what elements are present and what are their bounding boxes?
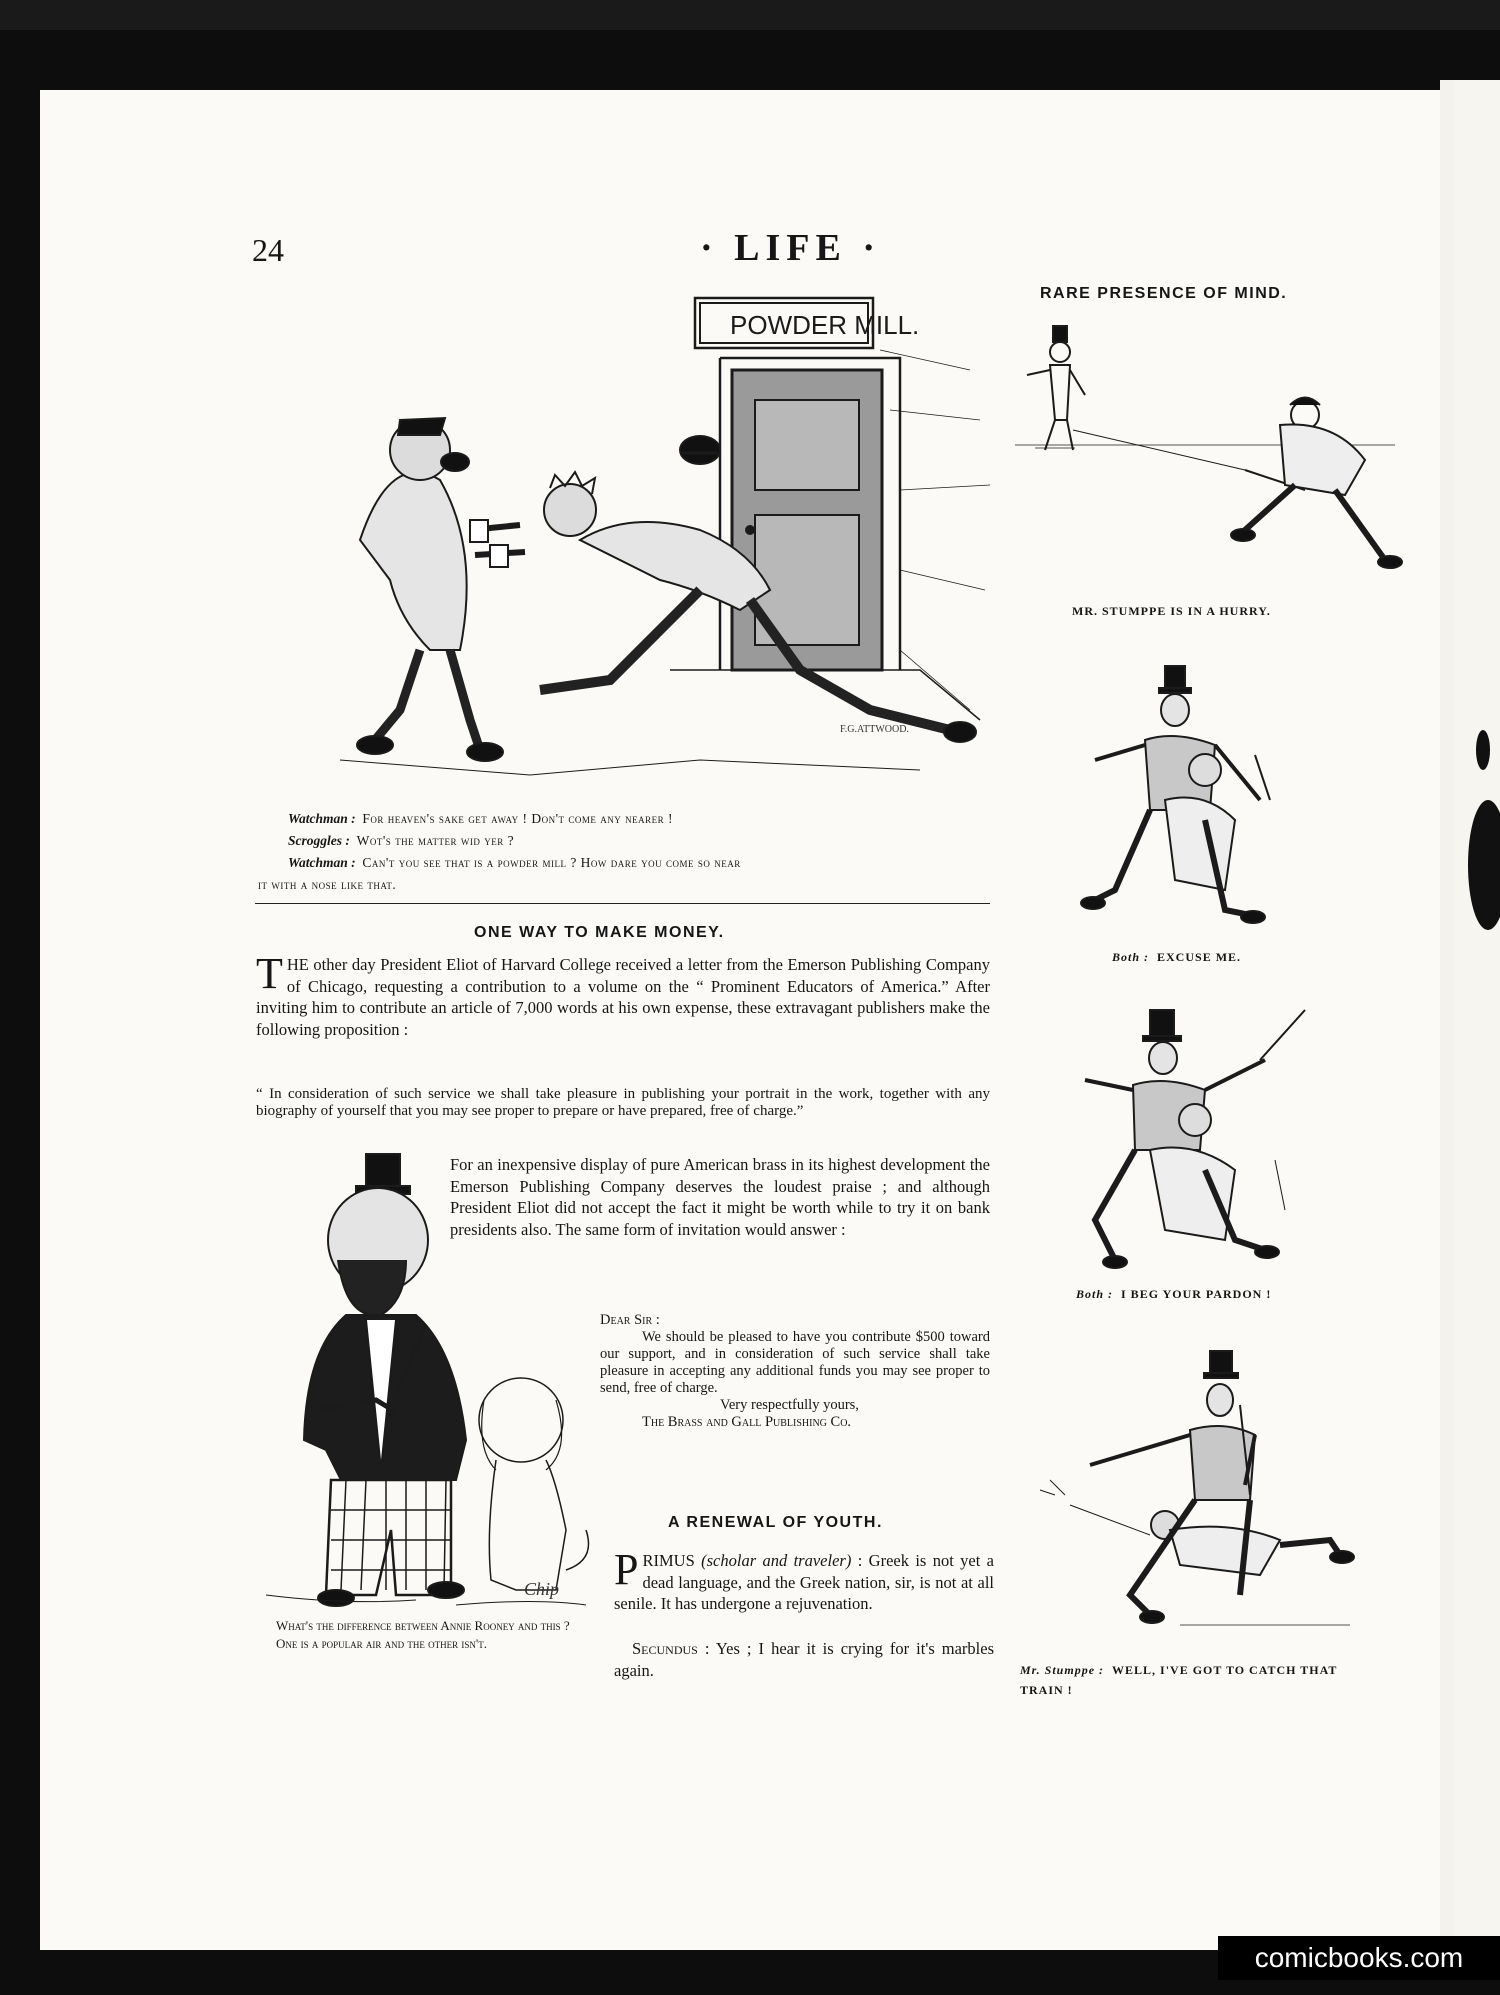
article-youth-para1	[614, 1545, 994, 1615]
dialogue-line	[288, 808, 1008, 830]
artist-signature: F.G.ATTWOOD.	[840, 724, 909, 735]
panel-caption: I BEG YOUR PARDON !	[1121, 1287, 1272, 1301]
dialogue-text: Wot's the matter wid yer ?	[356, 833, 515, 848]
speaker-name: RIMUS	[642, 1551, 695, 1570]
stumppe-panel-2	[1065, 660, 1295, 930]
stumppe-panel-4	[1030, 1345, 1360, 1635]
speaker-role: (scholar and traveler)	[701, 1551, 852, 1570]
page-number: 24	[252, 232, 284, 268]
powder-mill-dialogue	[258, 808, 1008, 896]
adjacent-page-ink	[1476, 730, 1490, 770]
stumppe-panel-3	[1055, 1000, 1315, 1280]
article-money-para2: For an inexpensive display of pure American brass in its highest development the Emerson Publishing Company deserves the loudest praise ; and although President Eliot did not accept the fact it might be worth while to try it on bank presidents also. The same form of invitation would answer :	[450, 1155, 990, 1239]
panel-speaker: Both :	[1076, 1287, 1114, 1301]
dialogue-text: it with a nose like that.	[258, 877, 397, 892]
panel-caption-line	[1020, 1660, 1380, 1700]
caption-line: One is a popular air and the other isn't.	[276, 1636, 487, 1651]
section-divider	[255, 903, 990, 904]
dialogue-speaker: Watchman :	[288, 811, 356, 826]
panel-caption: EXCUSE ME.	[1157, 950, 1242, 964]
powder-mill-illustration	[280, 290, 1000, 810]
paragraph-text: Yes ; I hear it is crying for it's marbles again.	[614, 1639, 994, 1680]
dialogue-line	[288, 852, 1008, 874]
letter-salutation: Dear Sir :	[600, 1312, 660, 1328]
dropcap: P	[614, 1545, 639, 1594]
article-heading-youth: A RENEWAL OF YOUTH.	[668, 1514, 883, 1531]
panel-caption: MR. STUMPPE IS IN A HURRY.	[1072, 604, 1271, 618]
article-youth-para2	[614, 1638, 994, 1681]
page-fold-edge	[1440, 80, 1454, 1960]
dialogue-text: For heaven's sake get away ! Don't come any nearer !	[362, 811, 674, 826]
dialogue-line	[258, 874, 1008, 896]
panel-caption-line	[1076, 1287, 1271, 1302]
panel-speaker: Both :	[1112, 950, 1150, 964]
article-heading-money: ONE WAY TO MAKE MONEY.	[474, 924, 725, 941]
scan-border-top	[0, 0, 1500, 30]
mock-letter	[600, 1312, 990, 1431]
caption-line: What's the difference between Annie Rooney and this ?	[276, 1618, 570, 1633]
dialogue-line	[288, 830, 1008, 852]
powder-mill-sign: POWDER MILL.	[730, 310, 920, 340]
dialogue-text: Can't you see that is a powder mill ? How dare you come so near	[362, 855, 741, 870]
lion-cartoon-caption	[276, 1617, 590, 1653]
sidebar-heading: RARE PRESENCE OF MIND.	[1040, 285, 1288, 302]
letter-signature: The Brass and Gall Publishing Co.	[642, 1414, 852, 1430]
speaker-name: Secundus :	[632, 1639, 710, 1658]
panel-caption: WELL, I'VE GOT TO CATCH THAT TRAIN !	[1020, 1663, 1338, 1697]
artist-signature: Chip	[524, 1579, 560, 1599]
site-watermark: comicbooks.com	[1218, 1936, 1500, 1980]
masthead-title: · LIFE ·	[700, 227, 882, 269]
letter-body: We should be pleased to have you contribute $500 toward our support, and in consideration of such service shall take pleasure in accepting any additional funds you may see proper to send, free of charge.	[600, 1329, 990, 1396]
dialogue-speaker: Scroggles :	[288, 833, 350, 848]
paragraph-text: : Greek is not yet a dead language, and the Greek nation, sir, is not at all senile. It has undergone a rejuvenation.	[614, 1551, 994, 1613]
adjacent-page-strip	[1454, 80, 1500, 1940]
dropcap: T	[256, 949, 283, 998]
eliot-lion-illustration	[256, 1150, 596, 1620]
panel-caption-line	[1112, 950, 1241, 965]
dialogue-speaker: Watchman :	[288, 855, 356, 870]
letter-closing: Very respectfully yours,	[720, 1397, 859, 1413]
stumppe-panel-1	[1015, 320, 1415, 590]
panel-speaker: Mr. Stumppe :	[1020, 1663, 1105, 1677]
article-money-quote: “ In consideration of such service we shall take pleasure in publishing your portrait in the work, together with any biography of yourself that you may see proper to prepare or have prepared, free of charge.”	[256, 1086, 990, 1119]
paragraph-text: HE other day President Eliot of Harvard College received a letter from the Emerson Publishing Company of Chicago, requesting a contribution to a volume on the “ Prominent Educators of America.” After inviting him to contribute an article of 7,000 words at his own expense, these extravagant publishers make the following proposition :	[256, 955, 990, 1039]
article-money-para1	[256, 949, 990, 1040]
adjacent-page-ink	[1468, 800, 1500, 930]
